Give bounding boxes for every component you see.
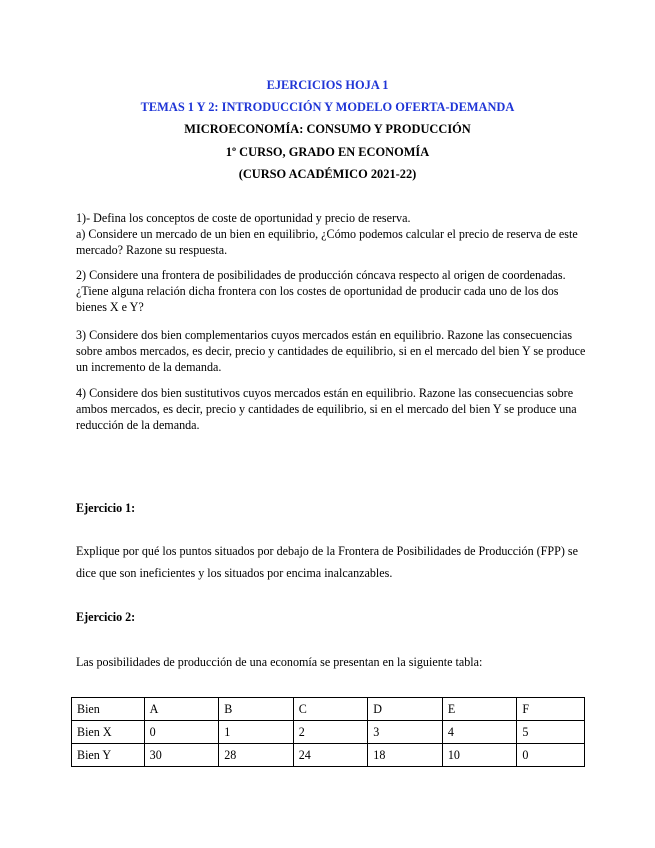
doc-academic-year: (CURSO ACADÉMICO 2021-22) [238,167,417,181]
table-row [72,721,585,744]
doc-title: EJERCICIOS HOJA 1 [266,78,389,92]
question-3 [76,328,586,376]
ejercicio-1-text: Explique por qué los puntos situados por debajo de la Frontera de Posibilidades de Producción (FPP) se dice que son ineficientes y los situados por encima inalcanzables. [76,544,578,580]
table-cell: F [517,698,585,721]
table-cell: B [219,698,294,721]
question-1-text: 1)- Defina los conceptos de coste de oportunidad y precio de reserva. [76,211,411,225]
table-cell: E [442,698,517,721]
table-cell: D [368,698,443,721]
question-2 [76,268,586,316]
question-4 [76,386,586,434]
table-cell: 28 [219,744,294,767]
table-row [72,744,585,767]
table-cell: Bien [72,698,145,721]
ejercicio-2-text: Las posibilidades de producción de una economía se presentan en la siguiente tabla: [76,655,483,669]
question-1 [76,211,586,259]
doc-subtitle-topics: TEMAS 1 Y 2: INTRODUCCIÓN Y MODELO OFERTA-DEMANDA [140,100,515,114]
table-cell: 4 [442,721,517,744]
table-cell: C [293,698,368,721]
question-4-text: 4) Considere dos bien sustitutivos cuyos mercados están en equilibrio. Razone las consecuencias sobre ambos mercados, es decir, precio y cantidades de equilibrio, si en el mercado del bien Y se produce una reducción de la demanda. [76,386,577,432]
doc-course: 1º CURSO, GRADO EN ECONOMÍA [225,145,430,159]
table-cell: Bien Y [72,744,145,767]
question-2-text: 2) Considere una frontera de posibilidades de producción cóncava respecto al origen de coordenadas. ¿Tiene alguna relación dicha frontera con los costes de oportunidad de producir cada uno de los dos bienes X e Y? [76,268,566,314]
table-cell: 0 [144,721,219,744]
doc-subject: MICROECONOMÍA: CONSUMO Y PRODUCCIÓN [184,122,471,136]
table-cell: 3 [368,721,443,744]
table-row [72,698,585,721]
production-possibilities-table [71,697,585,767]
question-1a-text: a) Considere un mercado de un bien en equilibrio, ¿Cómo podemos calcular el precio de reserva de este mercado? Razone su respuesta. [76,226,578,257]
ejercicio-2-title: Ejercicio 2: [76,610,136,624]
table-cell: 24 [293,744,368,767]
table-cell: Bien X [72,721,145,744]
table-cell: 1 [219,721,294,744]
table-cell: 10 [442,744,517,767]
ejercicio-1-title: Ejercicio 1: [76,501,136,515]
table-cell: 30 [144,744,219,767]
table-cell: 18 [368,744,443,767]
question-3-text: 3) Considere dos bien complementarios cuyos mercados están en equilibrio. Razone las consecuencias sobre ambos mercados, es decir, precio y cantidades de equilibrio, si en el mercado del bien Y se produce un incremento de la demanda. [76,328,586,374]
table-cell: 5 [517,721,585,744]
table-cell: 2 [293,721,368,744]
table-cell: 0 [517,744,585,767]
table-cell: A [144,698,219,721]
